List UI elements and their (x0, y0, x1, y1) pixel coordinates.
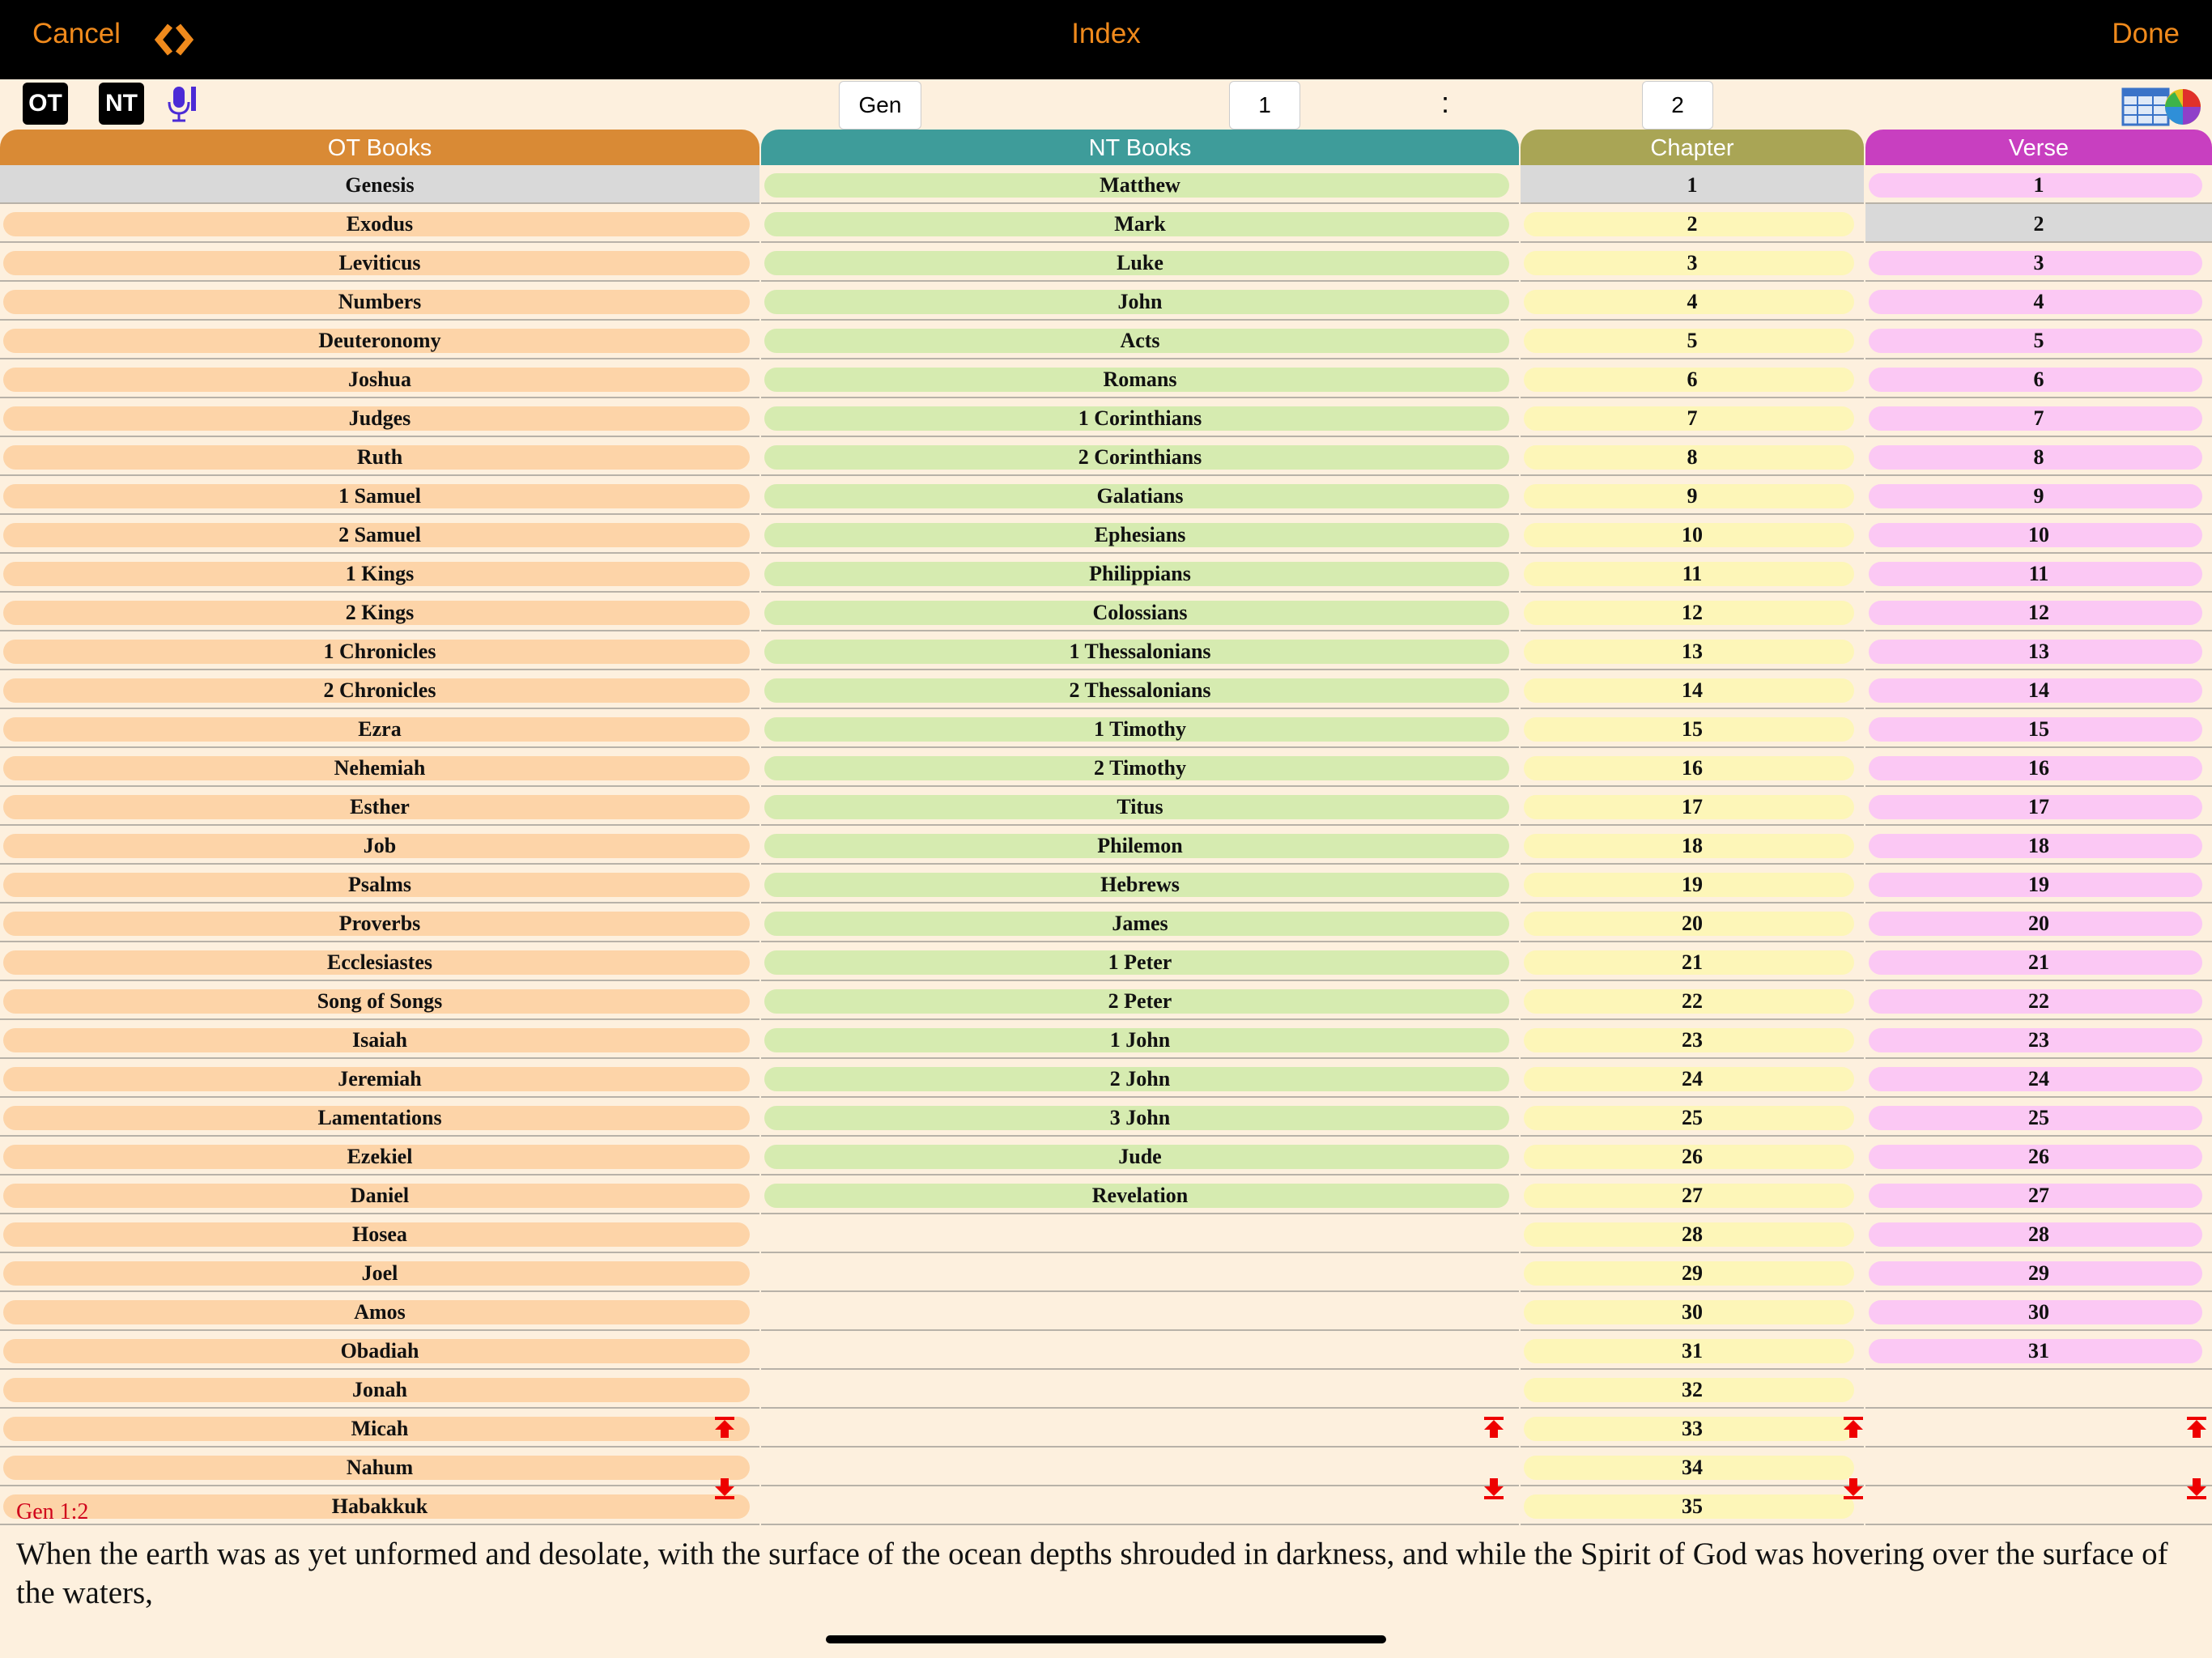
chapter-row[interactable] (1521, 826, 1864, 865)
empty-row (761, 1486, 1519, 1525)
verse-row-label: 28 (2028, 1222, 2049, 1246)
verse-row[interactable] (1865, 942, 2212, 981)
verse-row[interactable] (1865, 1020, 2212, 1059)
ot-book-row-label: Job (363, 834, 397, 857)
verse-row-label: 14 (2028, 678, 2049, 702)
verse-row-label: 6 (2033, 368, 2044, 391)
empty-row (1865, 1448, 2212, 1486)
ot-book-row[interactable] (0, 437, 759, 476)
ot-book-row[interactable] (0, 204, 759, 243)
chapter-row-label: 6 (1687, 368, 1698, 391)
scroll-top-arrow-icon[interactable] (1841, 1415, 1865, 1439)
chapter-row-label: 31 (1682, 1339, 1703, 1363)
nt-book-row-label: 2 Peter (1108, 989, 1172, 1013)
ot-book-row-label: Micah (351, 1417, 409, 1440)
nt-book-row[interactable] (761, 243, 1519, 282)
chapter-row-label: 34 (1682, 1456, 1703, 1479)
verse-header: Verse (1865, 130, 2212, 165)
ot-book-row-label: 2 Chronicles (323, 678, 436, 702)
ot-book-row[interactable] (0, 398, 759, 437)
nt-book-row[interactable] (761, 359, 1519, 398)
ot-book-row[interactable] (0, 1370, 759, 1409)
book-field[interactable]: Gen (839, 81, 921, 130)
verse-row-label: 27 (2028, 1184, 2049, 1207)
chapter-row[interactable] (1521, 787, 1864, 826)
verse-row[interactable] (1865, 826, 2212, 865)
ot-book-row[interactable] (0, 359, 759, 398)
ot-book-row[interactable] (0, 476, 759, 515)
nt-button[interactable]: NT (99, 83, 144, 125)
chapter-row-label: 25 (1682, 1106, 1703, 1129)
nt-book-row-label: Philemon (1097, 834, 1183, 857)
verse-row-label: 31 (2028, 1339, 2049, 1363)
verse-row[interactable] (1865, 437, 2212, 476)
chapter-row-label: 11 (1682, 562, 1703, 585)
chapter-row[interactable] (1521, 1253, 1864, 1292)
nt-book-row-label: 2 Timothy (1094, 756, 1186, 780)
ot-book-row-label: Esther (350, 795, 410, 818)
verse-row[interactable] (1865, 670, 2212, 709)
verse-row-label: 15 (2028, 717, 2049, 741)
chapter-row-label: 22 (1682, 989, 1703, 1013)
table-color-icon[interactable] (2121, 86, 2202, 128)
nt-books-header: NT Books (761, 130, 1519, 165)
chapter-row[interactable] (1521, 1059, 1864, 1098)
nt-book-row[interactable] (761, 1020, 1519, 1059)
chapter-row[interactable] (1521, 1214, 1864, 1253)
verse-row[interactable] (1865, 981, 2212, 1020)
nt-book-row[interactable] (761, 204, 1519, 243)
ot-book-row-label: Joshua (347, 368, 412, 391)
empty-row (761, 1331, 1519, 1370)
nt-book-row-label: Colossians (1092, 601, 1188, 624)
ot-book-row[interactable] (0, 1253, 759, 1292)
nt-book-row[interactable] (761, 903, 1519, 942)
verse-row-label: 30 (2028, 1300, 2049, 1324)
page-title: Index (1071, 18, 1141, 49)
scroll-top-arrow-icon[interactable] (1482, 1415, 1506, 1439)
verse-row[interactable] (1865, 1098, 2212, 1137)
ot-book-row-label: 1 Chronicles (323, 640, 436, 663)
chapter-row-label: 28 (1682, 1222, 1703, 1246)
chapter-row[interactable] (1521, 1370, 1864, 1409)
ot-book-row-label: 1 Kings (345, 562, 415, 585)
nt-book-row-label: 1 Timothy (1094, 717, 1186, 741)
ot-book-row[interactable] (0, 942, 759, 981)
home-indicator[interactable] (826, 1635, 1386, 1643)
chapter-row[interactable] (1521, 243, 1864, 282)
nt-book-row-label: 3 John (1109, 1106, 1171, 1129)
nt-books-list[interactable] (761, 165, 1519, 1506)
nt-book-row-label: John (1117, 290, 1163, 313)
verse-row-label: 9 (2033, 484, 2044, 508)
empty-row (761, 1292, 1519, 1331)
ot-book-row-label: Jeremiah (338, 1067, 422, 1090)
ot-book-row-label: Isaiah (352, 1028, 407, 1052)
nt-book-row[interactable] (761, 437, 1519, 476)
ot-book-row[interactable] (0, 903, 759, 942)
verse-row-label: 16 (2028, 756, 2049, 780)
ot-book-row[interactable] (0, 1448, 759, 1486)
chapter-row-label: 30 (1682, 1300, 1703, 1324)
chapter-row[interactable] (1521, 321, 1864, 359)
nt-book-row[interactable] (761, 748, 1519, 787)
ot-book-row[interactable] (0, 1486, 759, 1525)
verse-row[interactable] (1865, 515, 2212, 554)
nt-book-row[interactable] (761, 1098, 1519, 1137)
empty-row (761, 1448, 1519, 1486)
empty-row (1865, 1486, 2212, 1525)
chapter-row-label: 3 (1687, 251, 1698, 274)
verse-row[interactable] (1865, 748, 2212, 787)
ot-book-row-label: Leviticus (338, 251, 421, 274)
chapter-row-label: 9 (1687, 484, 1698, 508)
verse-text: When the earth was as yet unformed and desolate, with the surface of the ocean depths shrouded in darkness, and while the Spirit of God was hovering over the surface of the waters, (16, 1537, 2168, 1610)
verse-row-label: 22 (2028, 989, 2049, 1013)
chapter-row-label: 4 (1687, 290, 1698, 313)
verse-row-label: 19 (2028, 873, 2049, 896)
ot-button[interactable]: OT (23, 83, 68, 125)
chapter-row[interactable] (1521, 903, 1864, 942)
verse-row[interactable] (1865, 903, 2212, 942)
chapter-row[interactable] (1521, 981, 1864, 1020)
chapter-row[interactable] (1521, 282, 1864, 321)
ot-book-row[interactable] (0, 1020, 759, 1059)
empty-row (1865, 1370, 2212, 1409)
chapter-row[interactable] (1521, 1098, 1864, 1137)
nt-book-row-label: 2 Corinthians (1078, 445, 1202, 469)
verse-list[interactable] (1865, 165, 2212, 1506)
ot-book-row[interactable] (0, 1137, 759, 1175)
nt-book-row[interactable] (761, 476, 1519, 515)
ot-book-row-label: Judges (348, 406, 411, 430)
nt-book-row-label: Jude (1118, 1145, 1162, 1168)
nt-book-row-label: Ephesians (1094, 523, 1186, 546)
nt-book-row-label: 2 John (1109, 1067, 1171, 1090)
verse-row[interactable] (1865, 1253, 2212, 1292)
scroll-bottom-arrow-icon[interactable] (1841, 1477, 1865, 1501)
chapter-row-label: 29 (1682, 1261, 1703, 1285)
verse-row-label: 12 (2028, 601, 2049, 624)
nt-book-row[interactable] (761, 942, 1519, 981)
chapter-row-label: 12 (1682, 601, 1703, 624)
done-button[interactable]: Done (2112, 18, 2180, 49)
nt-book-row[interactable] (761, 631, 1519, 670)
ot-book-row[interactable] (0, 321, 759, 359)
ot-book-row-label: Joel (361, 1261, 398, 1285)
chapter-row-label: 1 (1687, 173, 1698, 197)
verse-row-label: 23 (2028, 1028, 2049, 1052)
nt-book-row-label: Acts (1120, 329, 1160, 352)
ot-book-row[interactable] (0, 1292, 759, 1331)
empty-row (761, 1370, 1519, 1409)
nt-book-row-label: 1 Corinthians (1078, 406, 1202, 430)
nt-book-row[interactable] (761, 282, 1519, 321)
verse-row-label: 1 (2033, 173, 2044, 197)
ot-book-row-label: Ecclesiastes (327, 950, 432, 974)
scroll-bottom-arrow-icon[interactable] (713, 1477, 737, 1501)
nt-book-row-label: Matthew (1100, 173, 1180, 197)
chapter-row-label: 24 (1682, 1067, 1703, 1090)
verse-row-label: 7 (2033, 406, 2044, 430)
chapter-row[interactable] (1521, 1486, 1864, 1525)
ot-book-row[interactable] (0, 1175, 759, 1214)
verse-row-label: 11 (2028, 562, 2049, 585)
ot-book-row[interactable] (0, 1214, 759, 1253)
empty-row (761, 1253, 1519, 1292)
verse-row-label: 2 (2033, 212, 2044, 236)
nt-book-row[interactable] (761, 165, 1519, 204)
verse-row[interactable] (1865, 321, 2212, 359)
chapter-row[interactable] (1521, 1292, 1864, 1331)
ot-book-row[interactable] (0, 631, 759, 670)
ot-book-row-label: Jonah (352, 1378, 407, 1401)
microphone-icon[interactable] (166, 84, 198, 125)
ot-book-row[interactable] (0, 1059, 759, 1098)
verse-field[interactable]: 2 (1642, 81, 1713, 130)
nt-book-row-label: Hebrews (1100, 873, 1180, 896)
nt-book-row-label: 1 Peter (1108, 950, 1172, 974)
ot-book-row[interactable] (0, 826, 759, 865)
ot-book-row[interactable] (0, 787, 759, 826)
ot-book-row[interactable] (0, 670, 759, 709)
ot-books-header: OT Books (0, 130, 759, 165)
chapter-row[interactable] (1521, 398, 1864, 437)
verse-row-label: 17 (2028, 795, 2049, 818)
nt-book-row[interactable] (761, 709, 1519, 748)
chapter-row-label: 2 (1687, 212, 1698, 236)
verse-row-label: 13 (2028, 640, 2049, 663)
ot-book-row[interactable] (0, 1409, 759, 1448)
chapter-row-label: 26 (1682, 1145, 1703, 1168)
verse-row-label: 21 (2028, 950, 2049, 974)
verse-row[interactable] (1865, 243, 2212, 282)
chapter-row-label: 8 (1687, 445, 1698, 469)
toolbar (0, 79, 2212, 128)
ot-book-row-label: Ezra (358, 717, 402, 741)
nt-book-row-label: Revelation (1091, 1184, 1189, 1207)
chapter-row-label: 17 (1682, 795, 1703, 818)
ot-book-row-label: Ruth (356, 445, 403, 469)
chapter-row[interactable] (1521, 165, 1864, 204)
chapter-row[interactable] (1521, 1409, 1864, 1448)
verse-row[interactable] (1865, 282, 2212, 321)
ot-book-row[interactable] (0, 515, 759, 554)
ot-book-row[interactable] (0, 165, 759, 204)
chapter-row-label: 10 (1682, 523, 1703, 546)
ot-book-row-label: Daniel (350, 1184, 410, 1207)
nt-book-row-label: Romans (1103, 368, 1177, 391)
ot-book-row-label: Deuteronomy (318, 329, 441, 352)
chapter-row[interactable] (1521, 593, 1864, 631)
cancel-button[interactable]: Cancel (32, 18, 121, 49)
ot-book-row-label: Nahum (346, 1456, 414, 1479)
chapter-row[interactable] (1521, 1137, 1864, 1175)
verse-row[interactable] (1865, 165, 2212, 204)
empty-row (761, 1409, 1519, 1448)
ot-book-row-label: 2 Samuel (338, 523, 421, 546)
verse-row-label: 26 (2028, 1145, 2049, 1168)
nt-book-row-label: Mark (1114, 212, 1166, 236)
chapter-row-label: 15 (1682, 717, 1703, 741)
ot-book-row[interactable] (0, 709, 759, 748)
verse-row-label: 5 (2033, 329, 2044, 352)
nt-book-row-label: Galatians (1096, 484, 1184, 508)
verse-row-label: 4 (2033, 290, 2044, 313)
chapter-row[interactable] (1521, 1175, 1864, 1214)
ot-book-row-label: Song of Songs (317, 989, 443, 1013)
verse-row[interactable] (1865, 787, 2212, 826)
nt-book-row[interactable] (761, 670, 1519, 709)
nt-book-row[interactable] (761, 554, 1519, 593)
empty-row (761, 1214, 1519, 1253)
verse-row[interactable] (1865, 204, 2212, 243)
verse-row[interactable] (1865, 865, 2212, 903)
nt-book-row-label: Luke (1117, 251, 1163, 274)
nt-book-row[interactable] (761, 1175, 1519, 1214)
chapter-row[interactable] (1521, 1331, 1864, 1370)
ot-book-row-label: Obadiah (340, 1339, 419, 1363)
verse-row-label: 10 (2028, 523, 2049, 546)
ot-book-row-label: Ezekiel (347, 1145, 413, 1168)
nt-book-row-label: 1 John (1109, 1028, 1171, 1052)
ot-book-row[interactable] (0, 282, 759, 321)
ot-book-row[interactable] (0, 1098, 759, 1137)
verse-reference: Gen 1:2 (16, 1499, 89, 1524)
verse-row-label: 3 (2033, 251, 2044, 274)
ot-book-row-label: Hosea (352, 1222, 407, 1246)
chapter-row[interactable] (1521, 476, 1864, 515)
verse-row-label: 8 (2033, 445, 2044, 469)
chapter-row[interactable] (1521, 865, 1864, 903)
chapter-row[interactable] (1521, 437, 1864, 476)
ot-book-row-label: Amos (354, 1300, 406, 1324)
verse-row[interactable] (1865, 1175, 2212, 1214)
chapter-row-label: 16 (1682, 756, 1703, 780)
chapter-row-label: 5 (1687, 329, 1698, 352)
ot-book-row-label: Habakkuk (331, 1494, 428, 1518)
verse-row[interactable] (1865, 1137, 2212, 1175)
ot-book-row-label: Numbers (338, 290, 422, 313)
chapter-row-label: 23 (1682, 1028, 1703, 1052)
chapter-row[interactable] (1521, 1020, 1864, 1059)
chapter-field[interactable]: 1 (1229, 81, 1300, 130)
ot-book-row-label: Exodus (346, 212, 414, 236)
navigation-bar (0, 0, 2212, 79)
ot-book-row-label: Psalms (348, 873, 411, 896)
verse-row[interactable] (1865, 398, 2212, 437)
nt-book-row[interactable] (761, 787, 1519, 826)
ot-book-row-label: Lamentations (317, 1106, 442, 1129)
chapter-row-label: 20 (1682, 912, 1703, 935)
chapter-row[interactable] (1521, 748, 1864, 787)
verse-row[interactable] (1865, 476, 2212, 515)
chapter-row[interactable] (1521, 1448, 1864, 1486)
chapter-row[interactable] (1521, 204, 1864, 243)
verse-row-label: 20 (2028, 912, 2049, 935)
verse-row[interactable] (1865, 593, 2212, 631)
nt-book-row[interactable] (761, 593, 1519, 631)
ot-book-row[interactable] (0, 865, 759, 903)
verse-row[interactable] (1865, 1331, 2212, 1370)
scroll-top-arrow-icon[interactable] (713, 1415, 737, 1439)
nt-book-row[interactable] (761, 865, 1519, 903)
verse-row-label: 25 (2028, 1106, 2049, 1129)
ot-book-row[interactable] (0, 243, 759, 282)
ot-book-row[interactable] (0, 981, 759, 1020)
verse-row[interactable] (1865, 1292, 2212, 1331)
ot-book-row-label: 1 Samuel (338, 484, 421, 508)
verse-row[interactable] (1865, 1214, 2212, 1253)
chapter-row-label: 19 (1682, 873, 1703, 896)
nt-book-row[interactable] (761, 1137, 1519, 1175)
verse-row[interactable] (1865, 709, 2212, 748)
nt-book-row[interactable] (761, 981, 1519, 1020)
chapter-row-label: 14 (1682, 678, 1703, 702)
nt-book-row[interactable] (761, 321, 1519, 359)
verse-row[interactable] (1865, 631, 2212, 670)
nt-book-row-label: 1 Thessalonians (1069, 640, 1211, 663)
scroll-bottom-arrow-icon[interactable] (2184, 1477, 2209, 1501)
nt-book-row[interactable] (761, 398, 1519, 437)
nt-book-row-label: Titus (1117, 795, 1163, 818)
chapter-header: Chapter (1521, 130, 1864, 165)
verse-row-label: 29 (2028, 1261, 2049, 1285)
verse-row[interactable] (1865, 1059, 2212, 1098)
ot-book-row-label: Proverbs (338, 912, 421, 935)
nt-book-row[interactable] (761, 1059, 1519, 1098)
chapter-list[interactable] (1521, 165, 1864, 1518)
chapter-row[interactable] (1521, 670, 1864, 709)
ot-book-row[interactable] (0, 1331, 759, 1370)
verse-row[interactable] (1865, 554, 2212, 593)
ot-book-row[interactable] (0, 554, 759, 593)
chapter-row-label: 13 (1682, 640, 1703, 663)
ot-book-row-label: 2 Kings (345, 601, 415, 624)
chapter-row-label: 18 (1682, 834, 1703, 857)
nt-book-row-label: Philippians (1089, 562, 1191, 585)
chapter-row-label: 33 (1682, 1417, 1703, 1440)
nt-book-row-label: 2 Thessalonians (1069, 678, 1211, 702)
chapter-row[interactable] (1521, 554, 1864, 593)
chapter-row[interactable] (1521, 709, 1864, 748)
chapter-row-label: 27 (1682, 1184, 1703, 1207)
verse-row-label: 24 (2028, 1067, 2049, 1090)
ot-book-row-label: Genesis (345, 173, 415, 197)
chapter-row[interactable] (1521, 515, 1864, 554)
reference-separator: : (1441, 86, 1450, 119)
chapter-row[interactable] (1521, 942, 1864, 981)
nt-book-row[interactable] (761, 826, 1519, 865)
chapter-row[interactable] (1521, 631, 1864, 670)
chapter-row[interactable] (1521, 359, 1864, 398)
ot-book-row[interactable] (0, 593, 759, 631)
scroll-bottom-arrow-icon[interactable] (1482, 1477, 1506, 1501)
chapter-row-label: 21 (1682, 950, 1703, 974)
ot-book-row-label: Nehemiah (334, 756, 426, 780)
ot-book-row[interactable] (0, 748, 759, 787)
nt-book-row-label: James (1112, 912, 1168, 935)
scroll-top-arrow-icon[interactable] (2184, 1415, 2209, 1439)
nt-book-row[interactable] (761, 515, 1519, 554)
chapter-row-label: 7 (1687, 406, 1698, 430)
verse-row-label: 18 (2028, 834, 2049, 857)
chapter-row-label: 32 (1682, 1378, 1703, 1401)
empty-row (1865, 1409, 2212, 1448)
verse-row[interactable] (1865, 359, 2212, 398)
chapter-row-label: 35 (1682, 1494, 1703, 1518)
